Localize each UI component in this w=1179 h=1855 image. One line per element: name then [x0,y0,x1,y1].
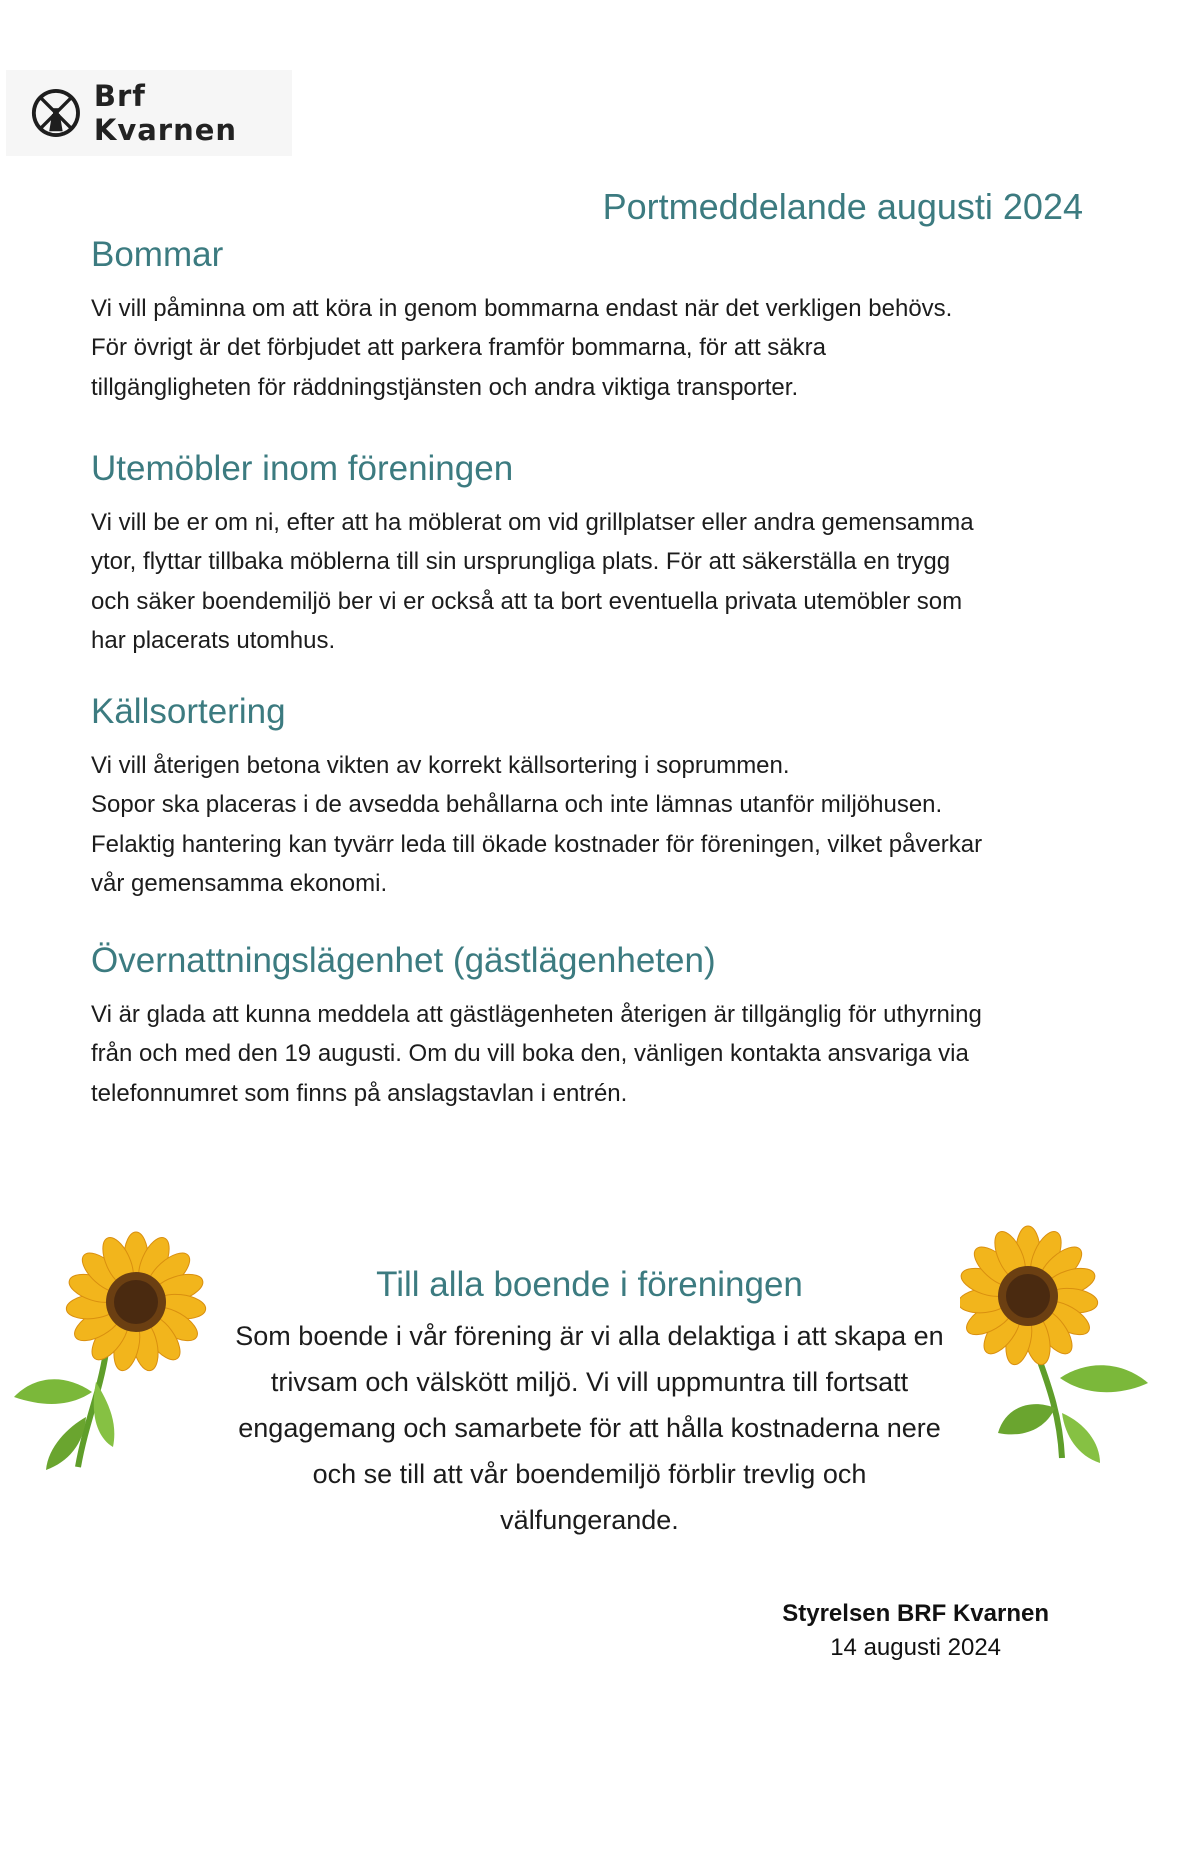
body-line: har placerats utomhus. [91,627,336,654]
body-line: Sopor ska placeras i de avsedda behållarna och inte lämnas utanför miljöhusen. [91,791,943,818]
signature-date: 14 augusti 2024 [830,1634,1002,1661]
section-heading: Bommar [91,235,224,274]
body-line: från och med den 19 augusti. Om du vill boka den, vänligen kontakta ansvariga via [91,1040,969,1067]
body-line: För övrigt är det förbjudet att parkera framför bommarna, för att säkra [91,334,826,361]
logo-text: Brf Kvarnen [93,79,238,147]
closing-body [190,1313,990,1543]
section-utemobler [91,450,1091,661]
section-kallsortering [91,693,1091,904]
section-bommar [91,236,1091,407]
body-line: Vi vill påminna om att köra in genom bommarna endast när det verkligen behövs. [91,294,953,322]
page-title: Portmeddelande augusti 2024 [602,186,1083,227]
closing-line: engagemang och samarbete för att hålla kostnaderna nere [238,1413,941,1443]
body-line: Vi vill be er om ni, efter att ha möblerat om vid grillplatser eller andra gemensamma [91,508,974,536]
signature-name: Styrelsen BRF Kvarnen [782,1600,1049,1627]
closing-line: och se till att vår boendemiljö förblir trevlig och [312,1459,867,1489]
body-line: vår gemensamma ekonomi. [91,870,388,897]
closing-message [0,1265,1179,1543]
body-line: ytor, flyttar tillbaka möblerna till sin ursprungliga plats. För att säkerställa en trygg [91,548,951,575]
body-line: telefonnumret som finns på anslagstavlan i entrén. [91,1079,628,1107]
windmill-logo-icon [30,86,82,140]
body-line: Felaktig hantering kan tyvärr leda till ökade kostnader för föreningen, vilket påverkar [91,830,983,858]
body-line: Vi är glada att kunna meddela att gästlägenheten återigen är tillgänglig för uthyrning [91,1000,982,1028]
brand-logo [6,70,292,156]
section-overnattning [91,942,1091,1113]
body-line: Vi vill återigen betona vikten av korrekt källsortering i soprummen. [91,751,790,779]
body-line: tillgängligheten för räddningstjänsten och andra viktiga transporter. [91,373,799,401]
closing-heading: Till alla boende i föreningen [376,1265,803,1304]
closing-line: trivsam och välskött miljö. Vi vill uppmuntra till fortsatt [270,1367,909,1397]
closing-line: välfungerande. [500,1505,679,1535]
closing-line: Som boende i vår förening är vi alla delaktiga i att skapa en [235,1321,944,1351]
section-heading: Källsortering [91,692,286,731]
section-body [91,995,1091,1114]
section-heading: Utemöbler inom föreningen [91,449,514,488]
body-line: och säker boendemiljö ber vi er också att ta bort eventuella privata utemöbler som [91,587,963,615]
signature [782,1600,1049,1662]
section-body [91,289,1091,408]
section-body [91,503,1091,661]
section-heading: Övernattningslägenhet (gästlägenheten) [91,941,716,980]
section-body [91,746,1091,904]
